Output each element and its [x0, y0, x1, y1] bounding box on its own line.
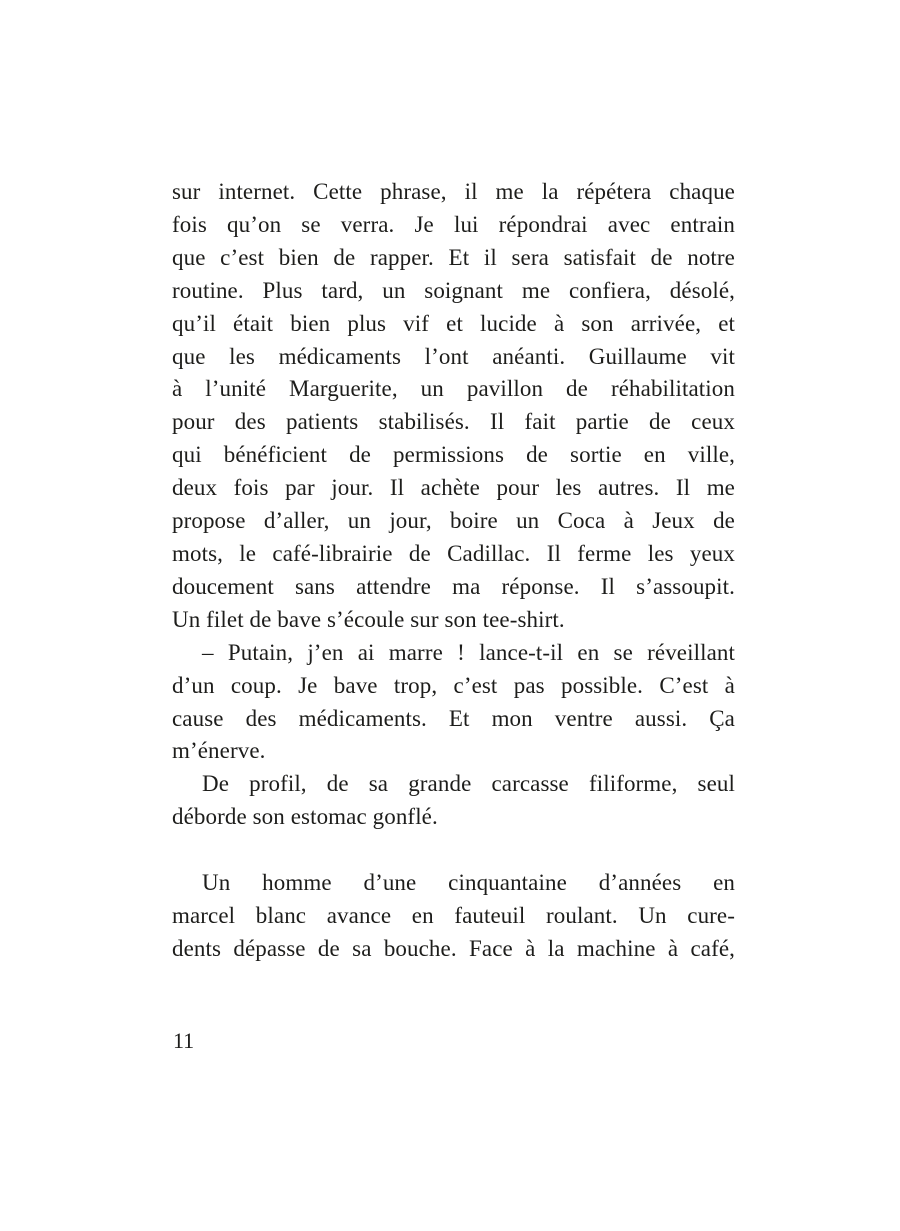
page-text — [172, 176, 735, 966]
text-line: qu’il était bien plus vif et lucide à son arrivée, et — [172, 310, 735, 336]
paragraph — [172, 637, 735, 769]
text-line: fois qu’on se verra. Je lui répondrai avec entrain — [172, 211, 735, 237]
text-line: doucement sans attendre ma réponse. Il s’assoupit. — [172, 573, 735, 599]
text-line: propose d’aller, un jour, boire un Coca à Jeux de — [172, 508, 735, 534]
text-line: que les médicaments l’ont anéanti. Guillaume vit — [172, 343, 735, 369]
paragraph — [172, 867, 735, 966]
text-line: deux fois par jour. Il achète pour les autres. Il me — [172, 475, 735, 501]
text-line: sur internet. Cette phrase, il me la répétera chaque — [172, 179, 735, 204]
text-line: à l’unité Marguerite, un pavillon de réhabilitation — [172, 376, 735, 402]
text-line: pour des patients stabilisés. Il fait partie de ceux — [172, 409, 735, 435]
text-line: dents dépasse de sa bouche. Face à la machine à café, — [172, 935, 735, 961]
text-line: De profil, de sa grande carcasse filiforme, seul — [202, 771, 735, 797]
page-number: 11 — [173, 1028, 195, 1053]
text-line: routine. Plus tard, un soignant me confiera, désolé, — [172, 277, 735, 303]
text-line: d’un coup. Je bave trop, c’est pas possible. C’est à — [172, 672, 735, 698]
text-line: mots, le café-librairie de Cadillac. Il ferme les yeux — [172, 540, 735, 566]
text-line: cause des médicaments. Et mon ventre aussi. Ça — [172, 705, 735, 731]
text-line: – Putain, j’en ai marre ! lance-t-il en se réveillant — [202, 639, 735, 665]
text-line: qui bénéficient de permissions de sortie en ville, — [172, 442, 735, 468]
text-line: marcel blanc avance en fauteuil roulant. Un cure- — [172, 902, 735, 928]
text-line: Un filet de bave s’écoule sur son tee-shirt. — [172, 606, 565, 632]
text-line: Un homme d’une cinquantaine d’années en — [202, 870, 735, 896]
text-line: déborde son estomac gonflé. — [172, 804, 438, 830]
paragraph — [172, 176, 735, 637]
text-line: que c’est bien de rapper. Et il sera satisfait de notre — [172, 244, 735, 270]
text-line: m’énerve. — [172, 738, 266, 764]
paragraph — [172, 768, 735, 834]
